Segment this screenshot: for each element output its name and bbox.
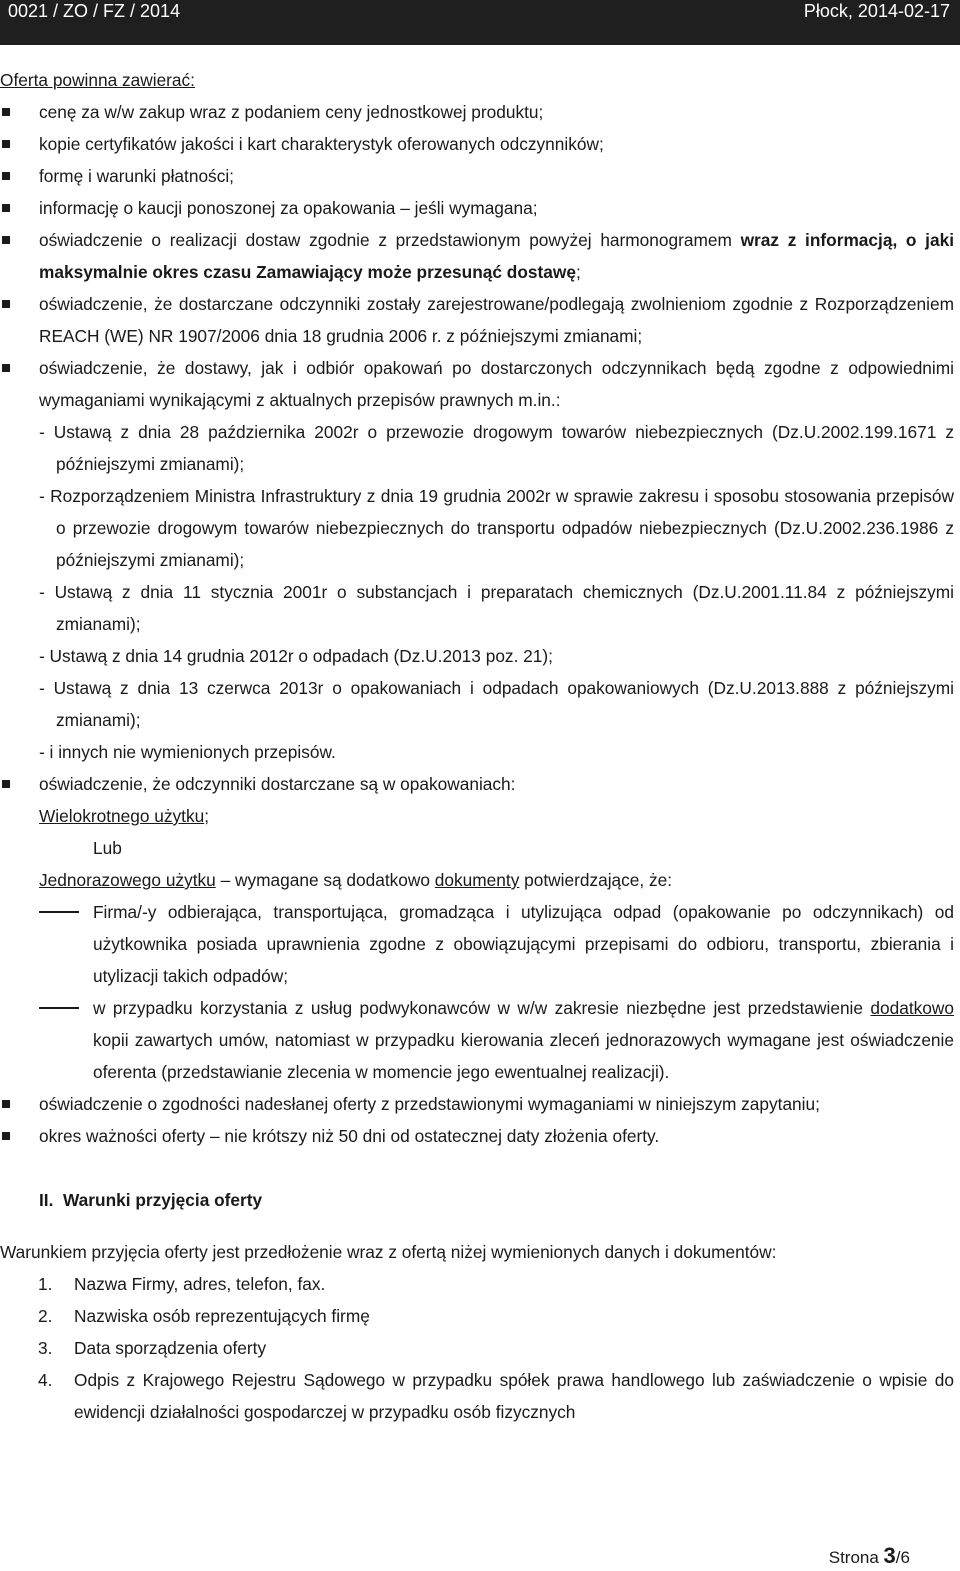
or-label: Lub — [93, 838, 122, 858]
requirement-item: 4. Odpis z Krajowego Rejestru Sądowego w przypadku spółek prawa handlowego lub zaświadczenie o wpisie do ewidencji działalności gospodarczej w przypadku osób fizycznych — [38, 1370, 954, 1422]
bullet-icon — [2, 364, 10, 372]
bullet-item: cenę za w/w zakup wraz z podaniem ceny jednostkowej produktu; — [0, 96, 960, 128]
dash-icon — [39, 911, 79, 913]
bullet-icon — [2, 140, 10, 148]
reference-number: 0021 / ZO / FZ / 2014 — [8, 1, 181, 21]
document-header — [0, 0, 960, 45]
bullet-icon — [2, 1132, 10, 1140]
bullet-icon — [2, 300, 10, 308]
bullet-item-deliveries: oświadczenie, że dostawy, jak i odbiór opakowań po dostarczonych odczynnikach będą zgodne z odpowiednimi wymaganiami wynikającymi z aktualnych przepisów prawnych m.in.: — [0, 352, 960, 416]
law-item: - Rozporządzeniem Ministra Infrastruktury z dnia 19 grudnia 2002r w sprawie zakresu i sposobu stosowania przepisów o przewozie drogowym towarów niebezpiecznych do transportu odpadów niebezpiecznych (Dz.U.2002.236.1986 z późniejszymi zmianami); — [39, 486, 954, 570]
offer-heading: Oferta powinna zawierać: — [0, 70, 195, 90]
bullet-item-schedule: oświadczenie o realizacji dostaw zgodnie z przedstawionym powyżej harmonogramem wraz z informacją, o jaki maksymalnie okres czasu Zamawiający może przesunąć dostawę; — [0, 224, 960, 288]
bullet-icon — [2, 108, 10, 116]
law-item: - Ustawą z dnia 13 czerwca 2013r o opakowaniach i odpadach opakowaniowych (Dz.U.2013.888 z późniejszymi zmianami); — [39, 678, 954, 730]
section-heading: II. Warunki przyjęcia oferty — [39, 1190, 263, 1210]
bullet-item: kopie certyfikatów jakości i kart charakterystyk oferowanych odczynników; — [0, 128, 960, 160]
dash-icon — [39, 1007, 79, 1009]
requirement-item: 2. Nazwiska osób reprezentujących firmę — [38, 1306, 370, 1326]
bullet-item: informację o kaucji ponoszonej za opakowania – jeśli wymagana; — [0, 192, 960, 224]
sub-condition: Firma/-y odbierająca, transportująca, gromadząca i utylizująca odpad (opakowanie po odczynnikach) od użytkownika posiada uprawnienia zgodne z obowiązującymi przepisami do odbioru, transportu, zbierania i utylizacji takich odpadów; — [0, 896, 960, 992]
bullet-icon — [2, 172, 10, 180]
bullet-icon — [2, 204, 10, 212]
bullet-item: formę i warunki płatności; — [0, 160, 960, 192]
bullet-item-compliance: oświadczenie o zgodności nadesłanej oferty z przedstawionymi wymaganiami w niniejszym zapytaniu; — [0, 1088, 960, 1120]
bullet-icon — [2, 1100, 10, 1108]
bullet-item-reach: oświadczenie, że dostarczane odczynniki zostały zarejestrowane/podlegają zwolnieniom zgodnie z Rozporządzeniem REACH (WE) NR 1907/2006 dnia 18 grudnia 2006 r. z późniejszymi zmianami; — [0, 288, 960, 352]
sub-condition: w przypadku korzystania z usług podwykonawców w w/w zakresie niezbędne jest przedstawienie dodatkowo kopii zawartych umów, natomiast w przypadku kierowania zleceń jednorazowych wymagane jest oświadczenie oferenta (przedstawianie zlecenia w momencie jego ewentualnej realizacji). — [0, 992, 960, 1088]
requirement-item: 1. Nazwa Firmy, adres, telefon, fax. — [38, 1274, 326, 1294]
requirement-item: 3. Data sporządzenia oferty — [38, 1338, 267, 1358]
section-intro: Warunkiem przyjęcia oferty jest przedłożenie wraz z ofertą niżej wymienionych danych i dokumentów: — [0, 1242, 777, 1262]
bullet-icon — [2, 236, 10, 244]
law-item: - i innych nie wymienionych przepisów. — [39, 742, 336, 762]
document-body — [0, 64, 960, 1428]
place-date: Płock, 2014-02-17 — [803, 1, 950, 21]
law-item: - Ustawą z dnia 14 grudnia 2012r o odpadach (Dz.U.2013 poz. 21); — [39, 646, 553, 666]
bullet-item-validity: okres ważności oferty – nie krótszy niż 50 dni od ostatecznej daty złożenia oferty. — [0, 1120, 960, 1152]
page-number: Strona 3/6 — [828, 1543, 910, 1568]
bullet-item-packaging: oświadczenie, że odczynniki dostarczane są w opakowaniach: — [0, 768, 960, 800]
reusable-option: Wielokrotnego użytku; — [39, 806, 210, 826]
single-use-option: Jednorazowego użytku – wymagane są dodatkowo dokumenty potwierdzające, że: — [39, 870, 673, 890]
law-item: - Ustawą z dnia 11 stycznia 2001r o substancjach i preparatach chemicznych (Dz.U.2001.11.84 z późniejszymi zmianami); — [39, 582, 954, 634]
bullet-icon — [2, 780, 10, 788]
law-item: - Ustawą z dnia 28 października 2002r o przewozie drogowym towarów niebezpiecznych (Dz.U.2002.199.1671 z późniejszymi zmianami); — [39, 422, 954, 474]
